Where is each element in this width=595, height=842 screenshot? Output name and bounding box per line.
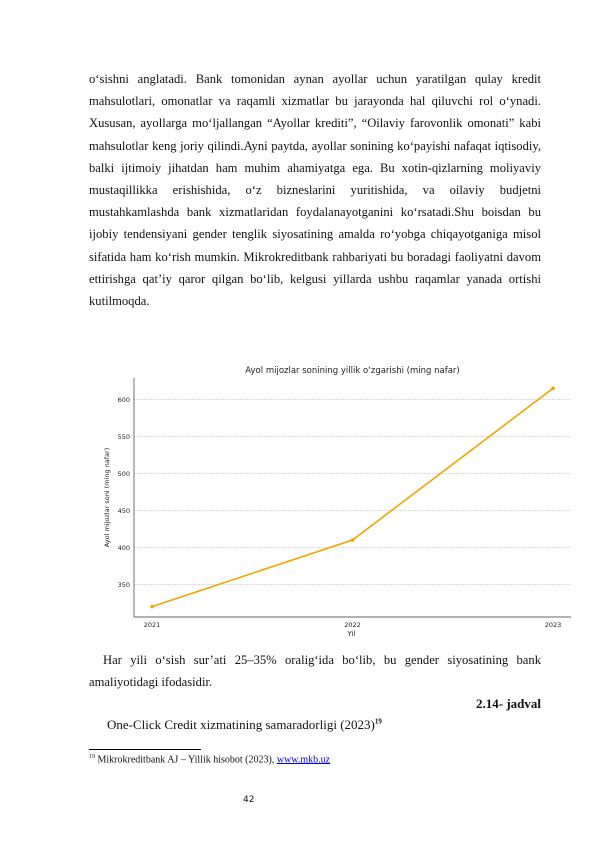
line-chart — [100, 362, 575, 640]
x-tick-label: 2021 — [143, 621, 161, 629]
page-number: 42 — [243, 795, 255, 805]
data-point — [150, 605, 154, 609]
y-tick-label: 450 — [117, 506, 130, 515]
footnote-number: 19 — [89, 754, 95, 760]
y-axis-label: Ayol mijozlar soni (ming nafar) — [103, 447, 111, 548]
y-tick-label: 600 — [117, 395, 130, 404]
x-axis-label: Yil — [347, 630, 356, 638]
data-point — [551, 387, 555, 391]
table-caption — [107, 717, 382, 733]
y-tick-label: 500 — [117, 469, 130, 478]
series-line — [152, 388, 553, 606]
footnote-link[interactable]: www.mkb.uz — [276, 754, 331, 766]
table-caption-text: One-Click Credit xizmatining samaradorligi (2023) — [107, 717, 375, 732]
footnote — [89, 754, 330, 765]
y-tick-label: 400 — [117, 543, 130, 552]
y-tick-label: 350 — [117, 580, 130, 589]
paragraph-top: o‘sishni anglatadi. Bank tomonidan aynan ayollar uchun yaratilgan qulay kredit mahsulotlari, omonatlar va raqamli xizmatlar bu jarayonda hal qiluvchi rol o‘ynadi. Xususan, ayollarga mo‘ljallangan “Ayollar krediti”, “Oilaviy farovonlik omonati” kabi mahsulotlar keng joriy qilindi.Ayni paytda, ayollar sonining ko‘payishi nafaqat iqtisodiy, balki ijtimoiy jihatdan ham muhim ahamiyatga ega. Bu xotin-qizlarning moliyaviy mustaqillikka erishishida, o‘z bizneslarini yuritishida, va oilaviy budjetni mustahkamlashda bank xizmatlaridan foydalanayotganini ko‘rsatadi.Shu boisdan bu ijobiy tendensiyani gender tenglik siyosatining amalda ro‘yobga chiqayotganiga misol sifatida ham ko‘rish mumkin. Mikrokreditbank rahbariyati bu boradagi faoliyatni davom ettirishga qat’iy qaror qilgan bo‘lib, kelgusi yillarda ushbu raqamlar yanada ortishi kutilmoqda. — [89, 72, 541, 309]
data-point — [351, 538, 355, 542]
table-label: 2.14- jadval — [476, 696, 541, 711]
chart-title: Ayol mijozlar sonining yillik o‘zgarishi (ming nafar) — [245, 366, 460, 376]
y-tick-label: 550 — [117, 432, 130, 441]
footnote-ref[interactable]: 19 — [374, 717, 382, 726]
footnote-text: Mikrokreditbank AJ – Yillik hisobot (2023), — [97, 754, 277, 766]
x-tick-label: 2023 — [544, 621, 562, 629]
paragraph-growth: Har yili o‘sish sur’ati 25–35% oralig‘ida bo‘lib, bu gender siyosatining bank amaliyotidagi ifodasidir. — [89, 653, 541, 690]
footnote-divider — [89, 749, 201, 750]
x-tick-label: 2022 — [344, 621, 361, 629]
